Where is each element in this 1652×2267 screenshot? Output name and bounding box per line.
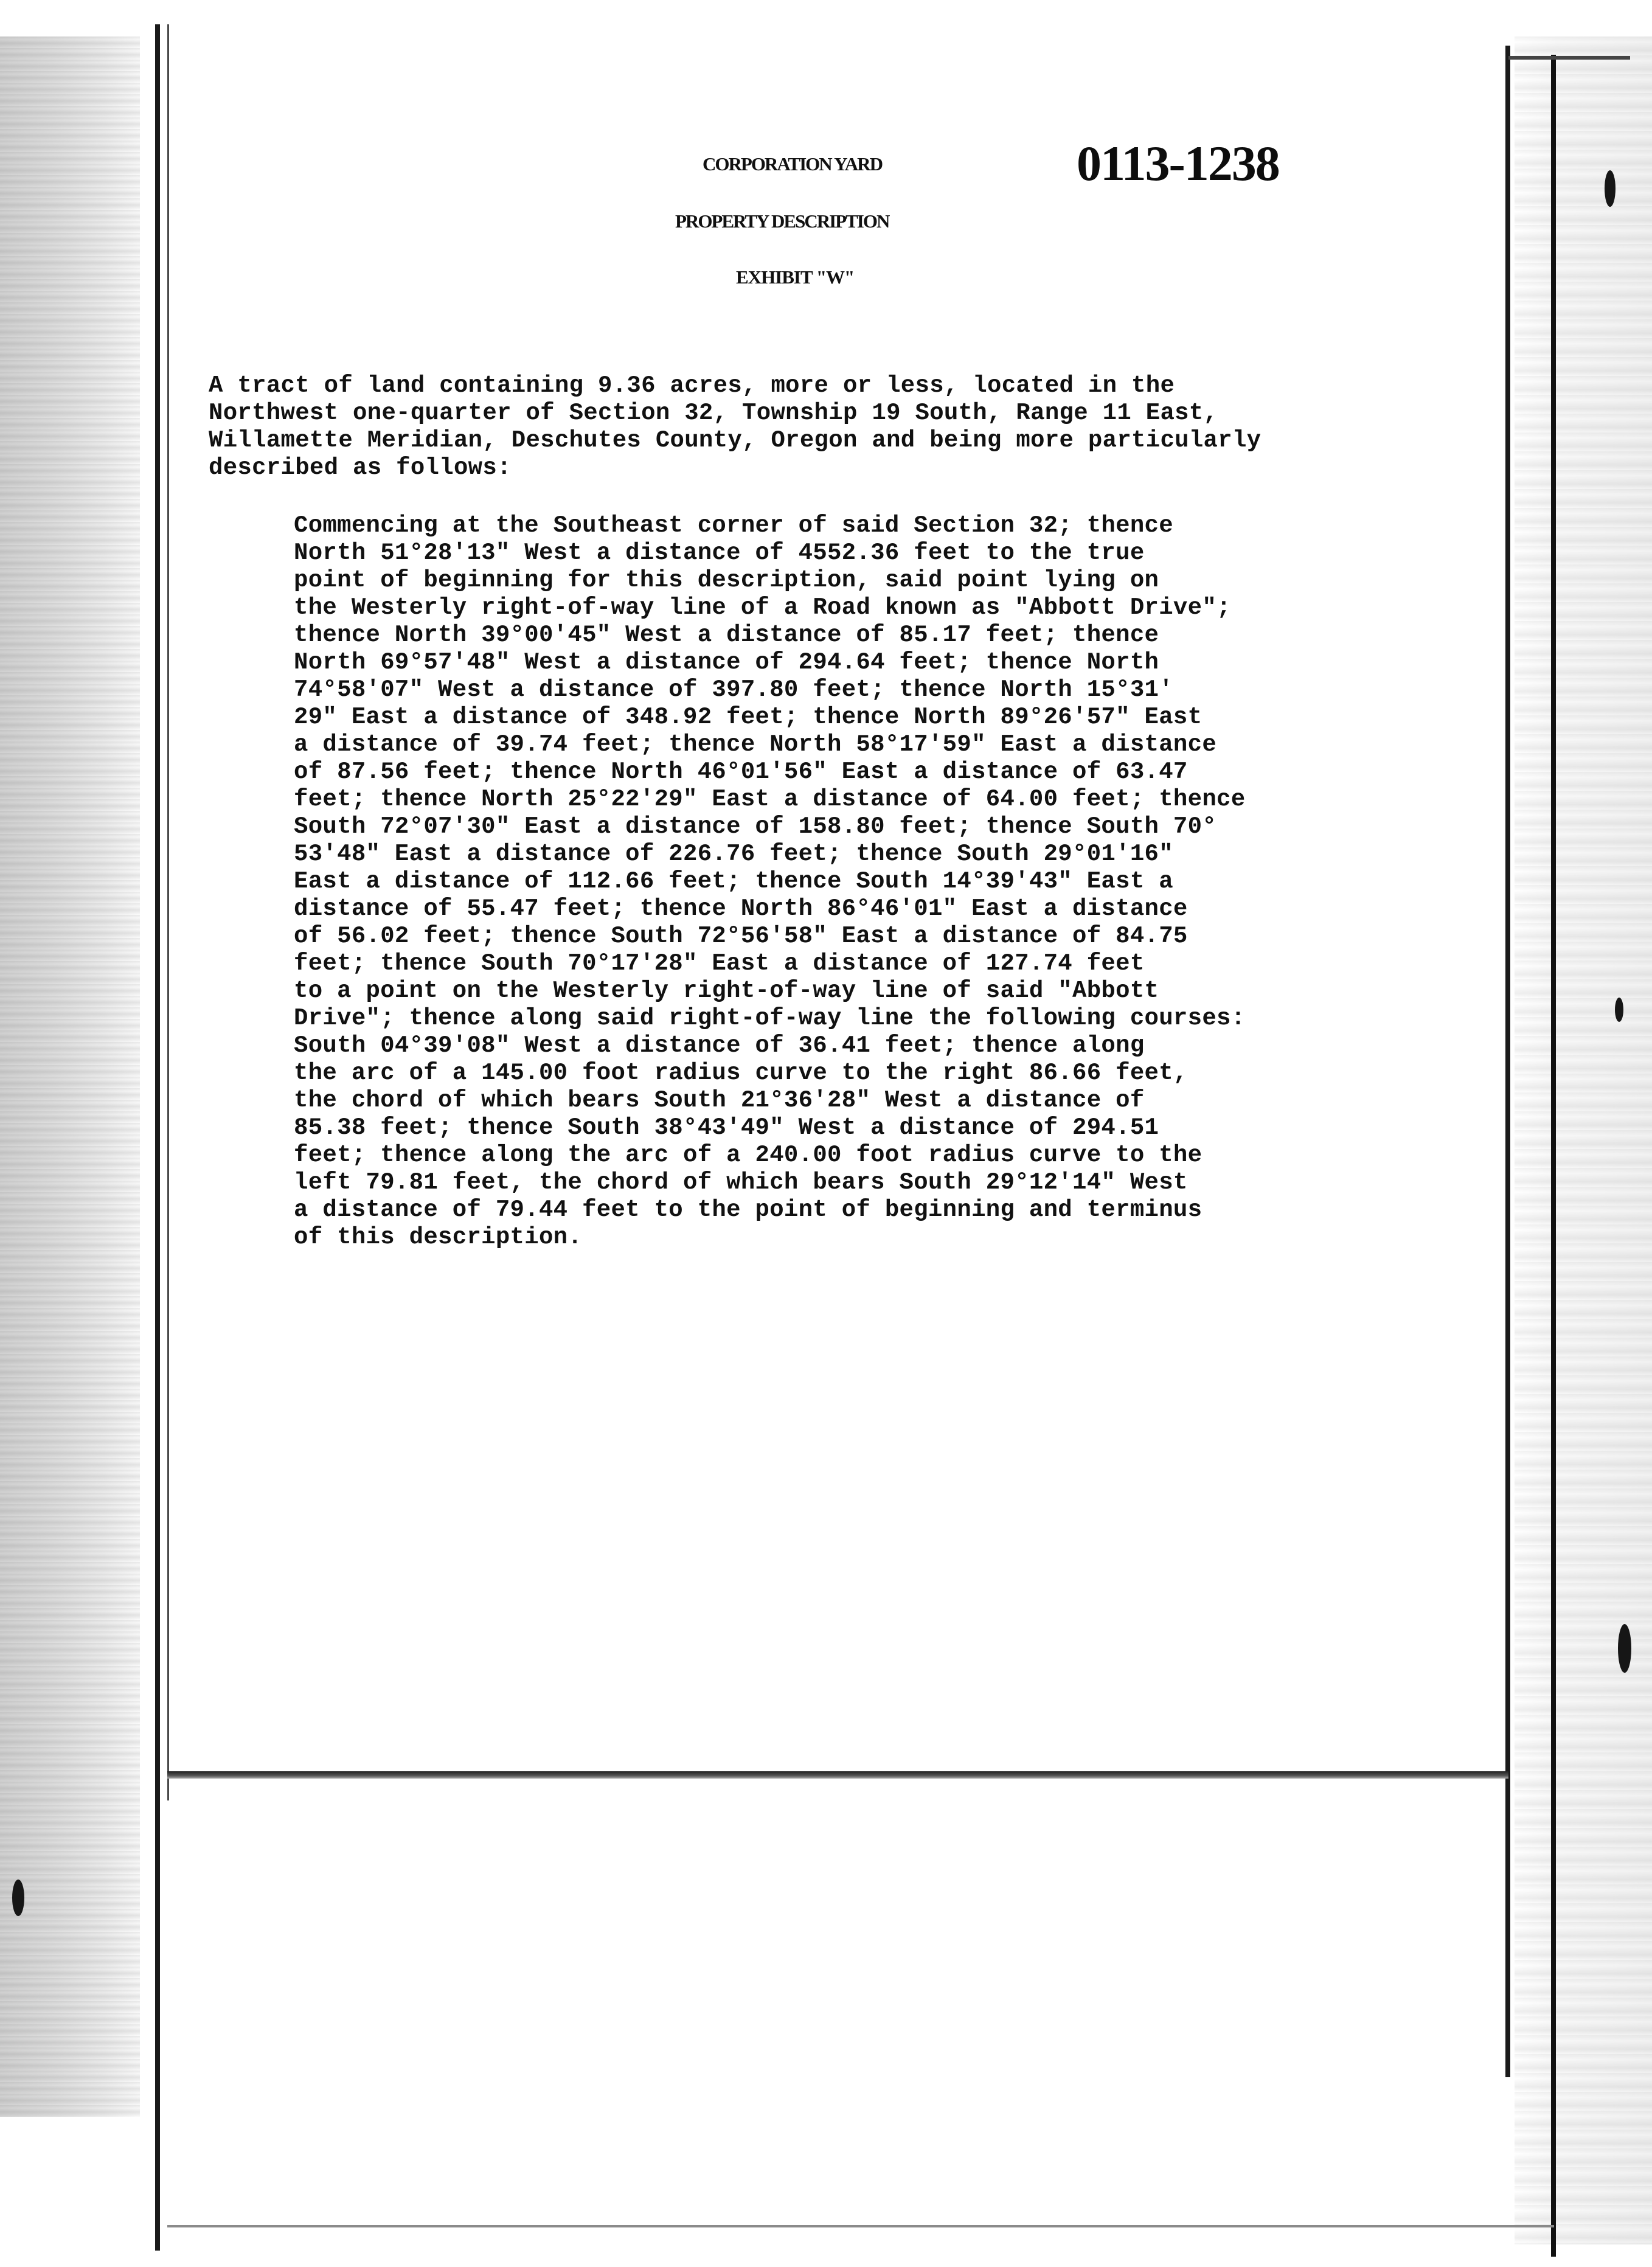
document-title: CORPORATION YARD	[703, 153, 882, 175]
ink-smudge-right-2	[1615, 998, 1623, 1022]
ink-smudge-right-1	[1605, 170, 1616, 207]
scan-edge-right	[1515, 36, 1652, 2244]
left-inner-border-line	[167, 24, 169, 1800]
ink-smudge-right-3	[1618, 1624, 1631, 1673]
document-number: 0113-1238	[1077, 136, 1279, 191]
foot-border-line	[167, 2225, 1554, 2227]
right-outer-border-line	[1551, 55, 1556, 2257]
ink-smudge-left-1	[12, 1880, 24, 1916]
legal-description-paragraph: Commencing at the Southeast corner of said Section 32; thence North 51°28'13" West a distance of 4552.36 feet to the true point of beginning for this description, said point lying on the Westerly right-of-way line of a Road known as "Abbott Drive"; thence North 39°00'45" West a distance of 85.17 feet; thence North 69°57'48" West a distance of 294.64 feet; thence North 74°58'07" West a distance of 397.80 feet; thence North 15°31' 29" East a distance of 348.92 feet; thence North 89°26'57" East a distance of 39.74 feet; thence North 58°17'59" East a distance of 87.56 feet; thence North 46°01'56" East a distance of 63.47 feet; thence North 25°22'29" East a distance of 64.00 feet; thence South 72°07'30" East a distance of 158.80 feet; thence South 70° 53'48" East a distance of 226.76 feet; thence South 29°01'16" East a distance of 112.66 feet; thence South 14°39'43" East a distance of 55.47 feet; thence North 86°46'01" East a distance of 56.02 feet; thence South 72°56'58" East a distance of 84.75 feet; thence South 70°17'28" East a distance of 127.74 feet to a point on the Westerly right-of-way line of said "Abbott Drive"; thence along said right-of-way line the following courses: South 04°39'08" West a distance of 36.41 feet; thence along the arc of a 145.00 foot radius curve to the right 86.66 feet, the chord of which bears South 21°36'28" West a distance of 85.38 feet; thence South 38°43'49" West a distance of 294.51 feet; thence along the arc of a 240.00 foot radius curve to the left 79.81 feet, the chord of which bears South 29°12'14" West a distance of 79.44 feet to the point of beginning and terminus of this description.	[294, 512, 1246, 1251]
page-bottom-rule	[167, 1771, 1508, 1779]
top-right-border-line	[1508, 56, 1630, 60]
exhibit-label: EXHIBIT "W"	[736, 266, 855, 288]
left-border-line	[155, 24, 160, 2251]
scan-edge-left	[0, 36, 140, 2117]
intro-paragraph: A tract of land containing 9.36 acres, more or less, located in the Northwest one-quarter of Section 32, Township 19 South, Range 11 East, Willamette Meridian, Deschutes County, Oregon and being more particularly described as follows:	[209, 372, 1262, 481]
document-subtitle: PROPERTY DESCRIPTION	[675, 210, 889, 232]
